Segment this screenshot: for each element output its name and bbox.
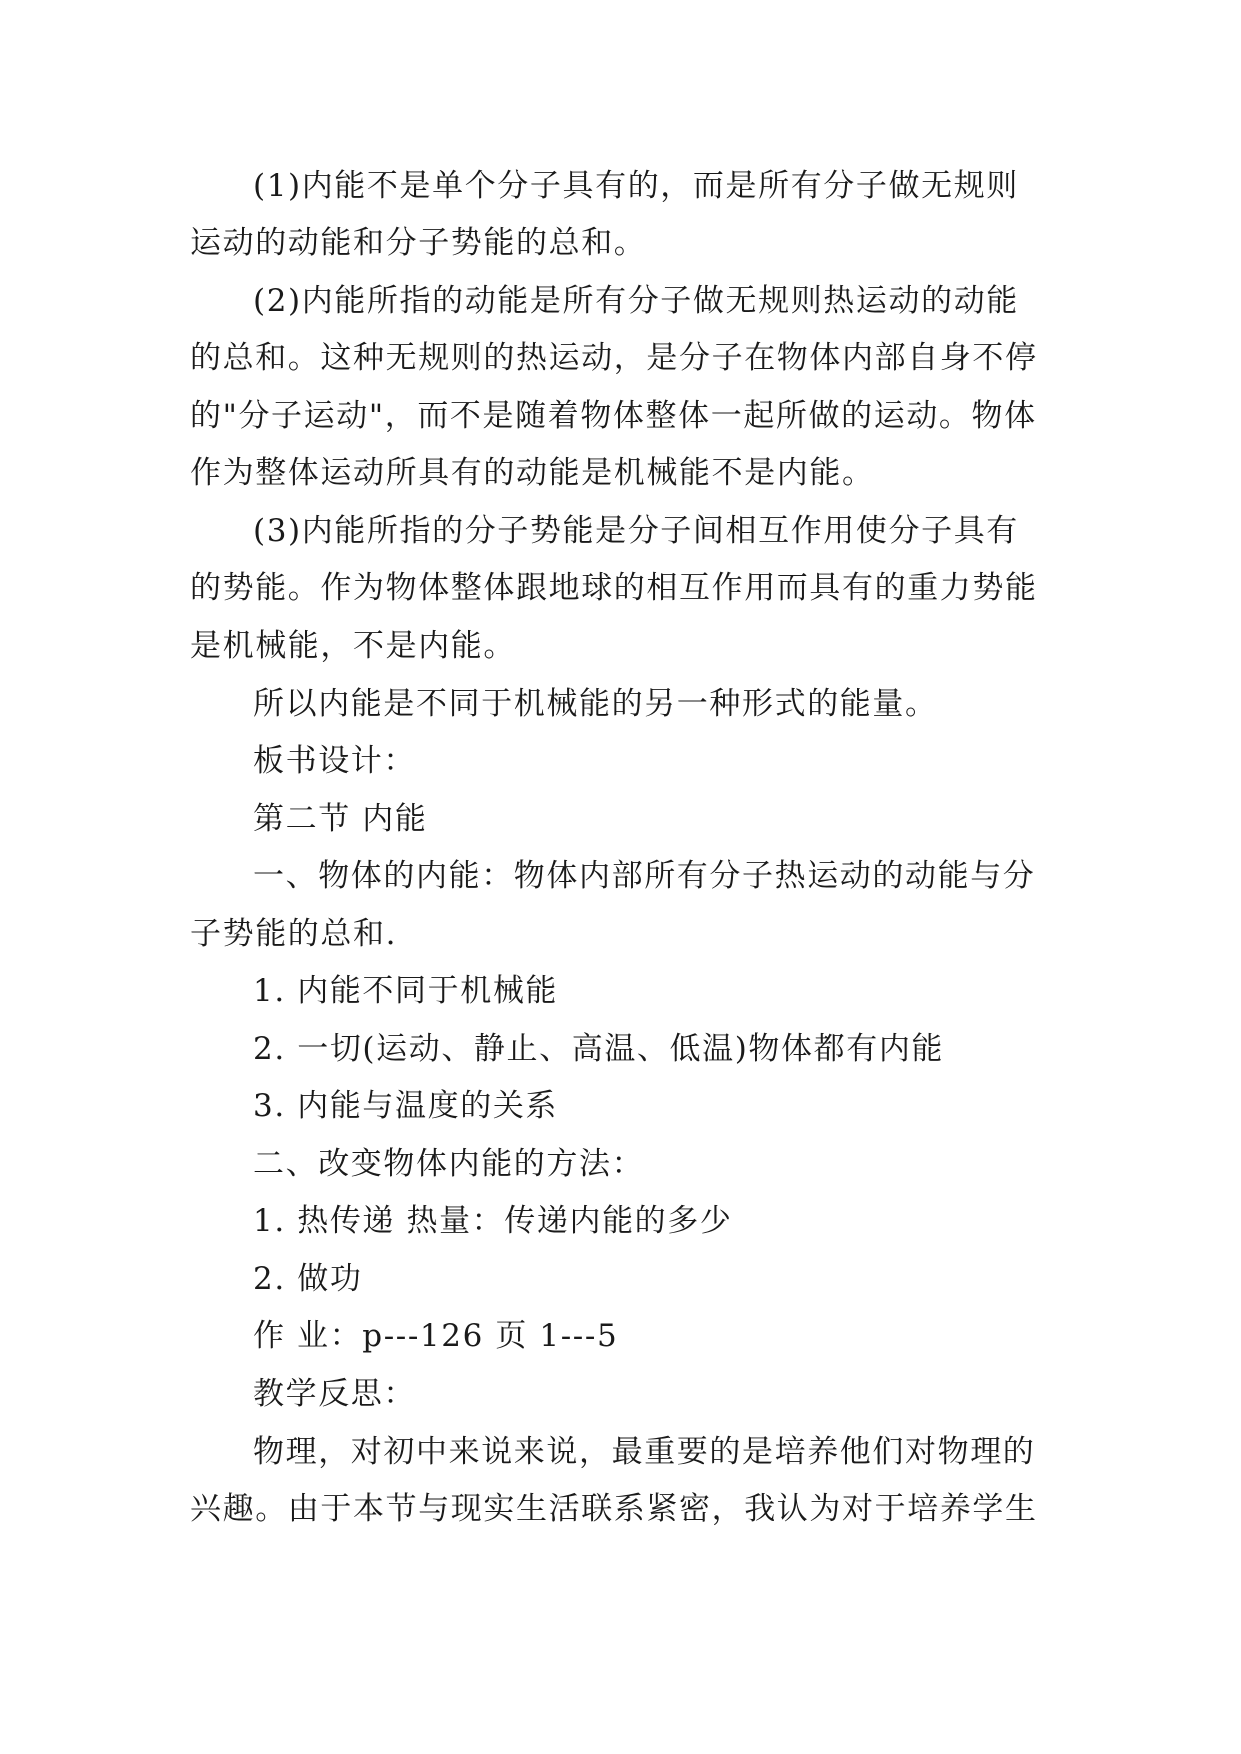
paragraph-line: 物理，对初中来说来说，最重要的是培养他们对物理的	[253, 1434, 1036, 1470]
paragraph-line: 子势能的总和.	[190, 916, 398, 952]
list-item: 1. 内能不同于机械能	[253, 973, 559, 1009]
list-item: 3. 内能与温度的关系	[253, 1088, 559, 1124]
list-item: 2. 做功	[253, 1261, 363, 1297]
section-title: 第二节 内能	[253, 801, 428, 837]
paragraph-line: 运动的动能和分子势能的总和。	[190, 225, 647, 261]
paragraph-line: 作为整体运动所具有的动能是机械能不是内能。	[190, 455, 875, 491]
list-item: 1. 热传递 热量：传递内能的多少	[253, 1203, 733, 1239]
paragraph-line: 的"分子运动"，而不是随着物体整体一起所做的运动。物体	[190, 398, 1037, 434]
list-item: 2. 一切(运动、静止、高温、低温)物体都有内能	[253, 1031, 945, 1067]
paragraph-line: 的势能。作为物体整体跟地球的相互作用而具有的重力势能	[190, 570, 1038, 606]
paragraph-line: 是机械能，不是内能。	[190, 628, 516, 664]
paragraph-line: 的总和。这种无规则的热运动，是分子在物体内部自身不停	[190, 340, 1038, 376]
homework-line: 作 业：p---126 页 1---5	[253, 1318, 619, 1354]
paragraph-line: (1)内能不是单个分子具有的，而是所有分子做无规则	[253, 168, 1019, 204]
paragraph-line: (3)内能所指的分子势能是分子间相互作用使分子具有	[253, 513, 1019, 549]
paragraph-line: 兴趣。由于本节与现实生活联系紧密，我认为对于培养学生	[190, 1491, 1038, 1527]
paragraph-line: 二、改变物体内能的方法：	[253, 1146, 645, 1182]
paragraph-line: 一、物体的内能：物体内部所有分子热运动的动能与分	[253, 858, 1036, 894]
paragraph-line: 所以内能是不同于机械能的另一种形式的能量。	[253, 686, 938, 722]
section-heading: 教学反思：	[253, 1376, 416, 1412]
section-heading: 板书设计：	[253, 743, 416, 779]
paragraph-line: (2)内能所指的动能是所有分子做无规则热运动的动能	[253, 283, 1019, 319]
